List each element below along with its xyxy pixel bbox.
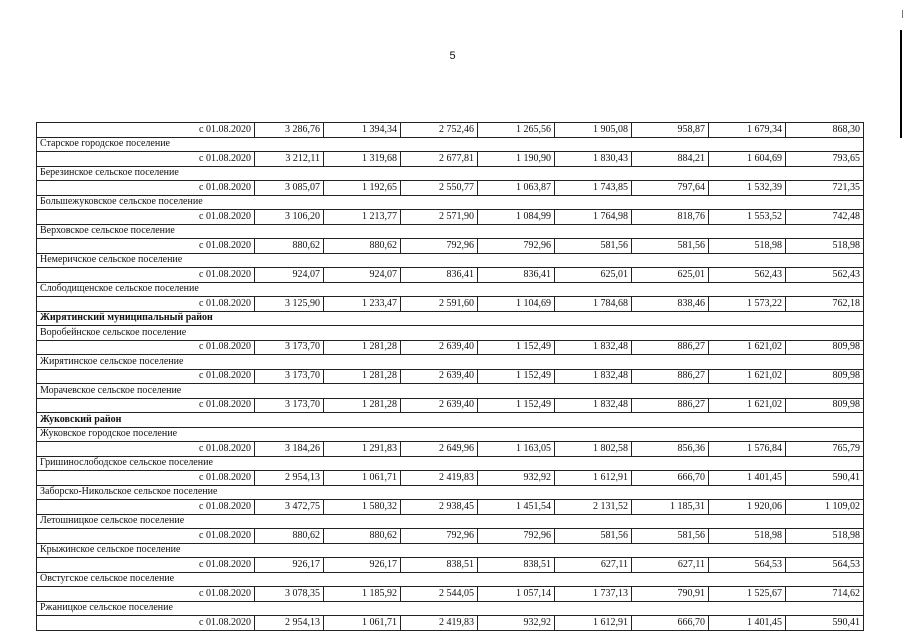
value-cell: 809,98 (786, 340, 864, 355)
value-cell: 818,76 (632, 210, 709, 225)
value-cell: 1 152,49 (478, 369, 555, 384)
value-cell: 1 920,06 (709, 500, 786, 515)
effective-date-cell: с 01.08.2020 (37, 558, 255, 573)
value-cell: 590,41 (786, 616, 864, 631)
value-cell: 868,30 (786, 123, 864, 138)
value-cell: 1 281,28 (324, 398, 401, 413)
table-row (37, 558, 864, 573)
margin-tick (902, 10, 903, 18)
value-cell: 2 419,83 (401, 471, 478, 486)
table-row (37, 442, 864, 457)
settlement-header-row (37, 572, 864, 587)
value-cell: 562,43 (709, 268, 786, 283)
value-cell: 3 173,70 (255, 369, 324, 384)
value-cell: 792,96 (478, 529, 555, 544)
district-header-row (37, 413, 864, 428)
value-cell: 1 621,02 (709, 369, 786, 384)
value-cell: 581,56 (632, 239, 709, 254)
settlement-header-row (37, 282, 864, 297)
settlement-name: Березинское сельское поселение (37, 166, 864, 181)
settlement-header-row (37, 427, 864, 442)
value-cell: 2 591,60 (401, 297, 478, 312)
effective-date-cell: с 01.08.2020 (37, 398, 255, 413)
value-cell: 1 185,92 (324, 587, 401, 602)
settlement-header-row (37, 456, 864, 471)
value-cell: 958,87 (632, 123, 709, 138)
value-cell: 809,98 (786, 398, 864, 413)
settlement-name: Жирятинское сельское поселение (37, 355, 864, 370)
district-name: Жирятинский муниципальный район (37, 311, 864, 326)
table-row (37, 268, 864, 283)
settlement-name: Ржаницкое сельское поселение (37, 601, 864, 616)
value-cell: 581,56 (632, 529, 709, 544)
effective-date-cell: с 01.08.2020 (37, 442, 255, 457)
value-cell: 2 419,83 (401, 616, 478, 631)
value-cell: 856,36 (632, 442, 709, 457)
value-cell: 762,18 (786, 297, 864, 312)
settlement-header-row (37, 543, 864, 558)
value-cell: 518,98 (786, 239, 864, 254)
value-cell: 1 061,71 (324, 471, 401, 486)
effective-date-cell: с 01.08.2020 (37, 369, 255, 384)
table-row (37, 529, 864, 544)
value-cell: 3 078,35 (255, 587, 324, 602)
value-cell: 2 938,45 (401, 500, 478, 515)
value-cell: 590,41 (786, 471, 864, 486)
value-cell: 564,53 (709, 558, 786, 573)
value-cell: 666,70 (632, 471, 709, 486)
value-cell: 809,98 (786, 369, 864, 384)
value-cell: 792,96 (401, 529, 478, 544)
value-cell: 2 954,13 (255, 616, 324, 631)
value-cell: 666,70 (632, 616, 709, 631)
table-row (37, 616, 864, 631)
value-cell: 1 104,69 (478, 297, 555, 312)
settlement-name: Крыжинское сельское поселение (37, 543, 864, 558)
value-cell: 1 764,98 (555, 210, 632, 225)
settlement-header-row (37, 514, 864, 529)
table-body (37, 123, 864, 631)
value-cell: 3 106,20 (255, 210, 324, 225)
value-cell: 1 832,48 (555, 369, 632, 384)
value-cell: 1 394,34 (324, 123, 401, 138)
value-cell: 793,65 (786, 152, 864, 167)
settlement-name: Большежуковское сельское поселение (37, 195, 864, 210)
settlement-header-row (37, 195, 864, 210)
value-cell: 3 085,07 (255, 181, 324, 196)
settlement-name: Воробейнское сельское поселение (37, 326, 864, 341)
value-cell: 1 192,65 (324, 181, 401, 196)
table-row (37, 500, 864, 515)
value-cell: 1 061,71 (324, 616, 401, 631)
effective-date-cell: с 01.08.2020 (37, 340, 255, 355)
value-cell: 1 190,90 (478, 152, 555, 167)
value-cell: 932,92 (478, 616, 555, 631)
settlement-header-row (37, 384, 864, 399)
value-cell: 581,56 (555, 529, 632, 544)
settlement-header-row (37, 224, 864, 239)
effective-date-cell: с 01.08.2020 (37, 181, 255, 196)
effective-date-cell: с 01.08.2020 (37, 616, 255, 631)
settlement-name: Морачевское сельское поселение (37, 384, 864, 399)
table-row (37, 587, 864, 602)
settlement-name: Верховское сельское поселение (37, 224, 864, 239)
settlement-name: Старское городское поселение (37, 137, 864, 152)
settlement-header-row (37, 355, 864, 370)
page-number: 5 (449, 50, 456, 62)
value-cell: 880,62 (255, 529, 324, 544)
value-cell: 1 743,85 (555, 181, 632, 196)
table-row (37, 152, 864, 167)
value-cell: 790,91 (632, 587, 709, 602)
value-cell: 3 125,90 (255, 297, 324, 312)
effective-date-cell: с 01.08.2020 (37, 268, 255, 283)
value-cell: 1 532,39 (709, 181, 786, 196)
value-cell: 627,11 (555, 558, 632, 573)
table-row (37, 210, 864, 225)
value-cell: 3 286,76 (255, 123, 324, 138)
value-cell: 1 612,91 (555, 471, 632, 486)
value-cell: 1 830,43 (555, 152, 632, 167)
value-cell: 1 802,58 (555, 442, 632, 457)
settlement-name: Гришинослободское сельское поселение (37, 456, 864, 471)
value-cell: 581,56 (555, 239, 632, 254)
value-cell: 2 677,81 (401, 152, 478, 167)
value-cell: 1 553,52 (709, 210, 786, 225)
value-cell: 1 621,02 (709, 398, 786, 413)
value-cell: 1 905,08 (555, 123, 632, 138)
value-cell: 1 679,34 (709, 123, 786, 138)
value-cell: 884,21 (632, 152, 709, 167)
value-cell: 2 954,13 (255, 471, 324, 486)
settlement-name: Летошницкое сельское поселение (37, 514, 864, 529)
value-cell: 1 084,99 (478, 210, 555, 225)
value-cell: 2 639,40 (401, 398, 478, 413)
value-cell: 562,43 (786, 268, 864, 283)
effective-date-cell: с 01.08.2020 (37, 500, 255, 515)
value-cell: 2 550,77 (401, 181, 478, 196)
value-cell: 721,35 (786, 181, 864, 196)
value-cell: 1 580,32 (324, 500, 401, 515)
value-cell: 3 173,70 (255, 398, 324, 413)
table-row (37, 398, 864, 413)
table-row (37, 369, 864, 384)
value-cell: 1 291,83 (324, 442, 401, 457)
value-cell: 797,64 (632, 181, 709, 196)
district-header-row (37, 311, 864, 326)
value-cell: 2 649,96 (401, 442, 478, 457)
effective-date-cell: с 01.08.2020 (37, 587, 255, 602)
value-cell: 836,41 (401, 268, 478, 283)
settlement-name: Немеричское сельское поселение (37, 253, 864, 268)
value-cell: 1 152,49 (478, 340, 555, 355)
district-name: Жуковский район (37, 413, 864, 428)
value-cell: 1 401,45 (709, 616, 786, 631)
value-cell: 1 152,49 (478, 398, 555, 413)
value-cell: 1 621,02 (709, 340, 786, 355)
table-row (37, 181, 864, 196)
value-cell: 926,17 (255, 558, 324, 573)
value-cell: 3 173,70 (255, 340, 324, 355)
value-cell: 886,27 (632, 369, 709, 384)
effective-date-cell: с 01.08.2020 (37, 529, 255, 544)
value-cell: 3 472,75 (255, 500, 324, 515)
table-row (37, 297, 864, 312)
value-cell: 1 451,54 (478, 500, 555, 515)
value-cell: 714,62 (786, 587, 864, 602)
table-row (37, 471, 864, 486)
value-cell: 1 281,28 (324, 369, 401, 384)
table-row (37, 340, 864, 355)
value-cell: 924,07 (255, 268, 324, 283)
value-cell: 1 319,68 (324, 152, 401, 167)
value-cell: 1 604,69 (709, 152, 786, 167)
value-cell: 518,98 (786, 529, 864, 544)
value-cell: 880,62 (324, 529, 401, 544)
settlement-header-row (37, 253, 864, 268)
value-cell: 924,07 (324, 268, 401, 283)
value-cell: 1 185,31 (632, 500, 709, 515)
value-cell: 880,62 (324, 239, 401, 254)
value-cell: 836,41 (478, 268, 555, 283)
value-cell: 2 639,40 (401, 369, 478, 384)
value-cell: 625,01 (632, 268, 709, 283)
value-cell: 1 784,68 (555, 297, 632, 312)
value-cell: 564,53 (786, 558, 864, 573)
value-cell: 3 212,11 (255, 152, 324, 167)
value-cell: 1 832,48 (555, 340, 632, 355)
value-cell: 838,51 (401, 558, 478, 573)
value-cell: 2 131,52 (555, 500, 632, 515)
value-cell: 838,51 (478, 558, 555, 573)
settlement-name: Овстугское сельское поселение (37, 572, 864, 587)
value-cell: 1 163,05 (478, 442, 555, 457)
value-cell: 932,92 (478, 471, 555, 486)
margin-mark (900, 30, 902, 138)
value-cell: 1 281,28 (324, 340, 401, 355)
value-cell: 1 525,67 (709, 587, 786, 602)
value-cell: 625,01 (555, 268, 632, 283)
value-cell: 792,96 (478, 239, 555, 254)
effective-date-cell: с 01.08.2020 (37, 123, 255, 138)
value-cell: 627,11 (632, 558, 709, 573)
value-cell: 1 109,02 (786, 500, 864, 515)
value-cell: 765,79 (786, 442, 864, 457)
value-cell: 1 832,48 (555, 398, 632, 413)
value-cell: 1 265,56 (478, 123, 555, 138)
value-cell: 3 184,26 (255, 442, 324, 457)
settlement-header-row (37, 326, 864, 341)
value-cell: 886,27 (632, 398, 709, 413)
effective-date-cell: с 01.08.2020 (37, 297, 255, 312)
value-cell: 1 401,45 (709, 471, 786, 486)
settlement-header-row (37, 601, 864, 616)
settlement-name: Слободищенское сельское поселение (37, 282, 864, 297)
settlement-name: Жуковское городское поселение (37, 427, 864, 442)
value-cell: 1 057,14 (478, 587, 555, 602)
value-cell: 518,98 (709, 239, 786, 254)
settlement-name: Заборско-Никольское сельское поселение (37, 485, 864, 500)
value-cell: 880,62 (255, 239, 324, 254)
effective-date-cell: с 01.08.2020 (37, 210, 255, 225)
value-cell: 926,17 (324, 558, 401, 573)
value-cell: 1 573,22 (709, 297, 786, 312)
value-cell: 838,46 (632, 297, 709, 312)
value-cell: 742,48 (786, 210, 864, 225)
effective-date-cell: с 01.08.2020 (37, 239, 255, 254)
settlement-header-row (37, 137, 864, 152)
value-cell: 1 063,87 (478, 181, 555, 196)
value-cell: 2 544,05 (401, 587, 478, 602)
table-row (37, 123, 864, 138)
settlement-header-row (37, 166, 864, 181)
value-cell: 1 737,13 (555, 587, 632, 602)
value-cell: 1 612,91 (555, 616, 632, 631)
table-row (37, 239, 864, 254)
value-cell: 1 576,84 (709, 442, 786, 457)
value-cell: 2 639,40 (401, 340, 478, 355)
value-cell: 2 752,46 (401, 123, 478, 138)
effective-date-cell: с 01.08.2020 (37, 471, 255, 486)
value-cell: 1 233,47 (324, 297, 401, 312)
value-cell: 2 571,90 (401, 210, 478, 225)
value-cell: 792,96 (401, 239, 478, 254)
value-cell: 1 213,77 (324, 210, 401, 225)
settlement-header-row (37, 485, 864, 500)
value-cell: 886,27 (632, 340, 709, 355)
effective-date-cell: с 01.08.2020 (37, 152, 255, 167)
value-cell: 518,98 (709, 529, 786, 544)
tariff-table (36, 122, 864, 631)
